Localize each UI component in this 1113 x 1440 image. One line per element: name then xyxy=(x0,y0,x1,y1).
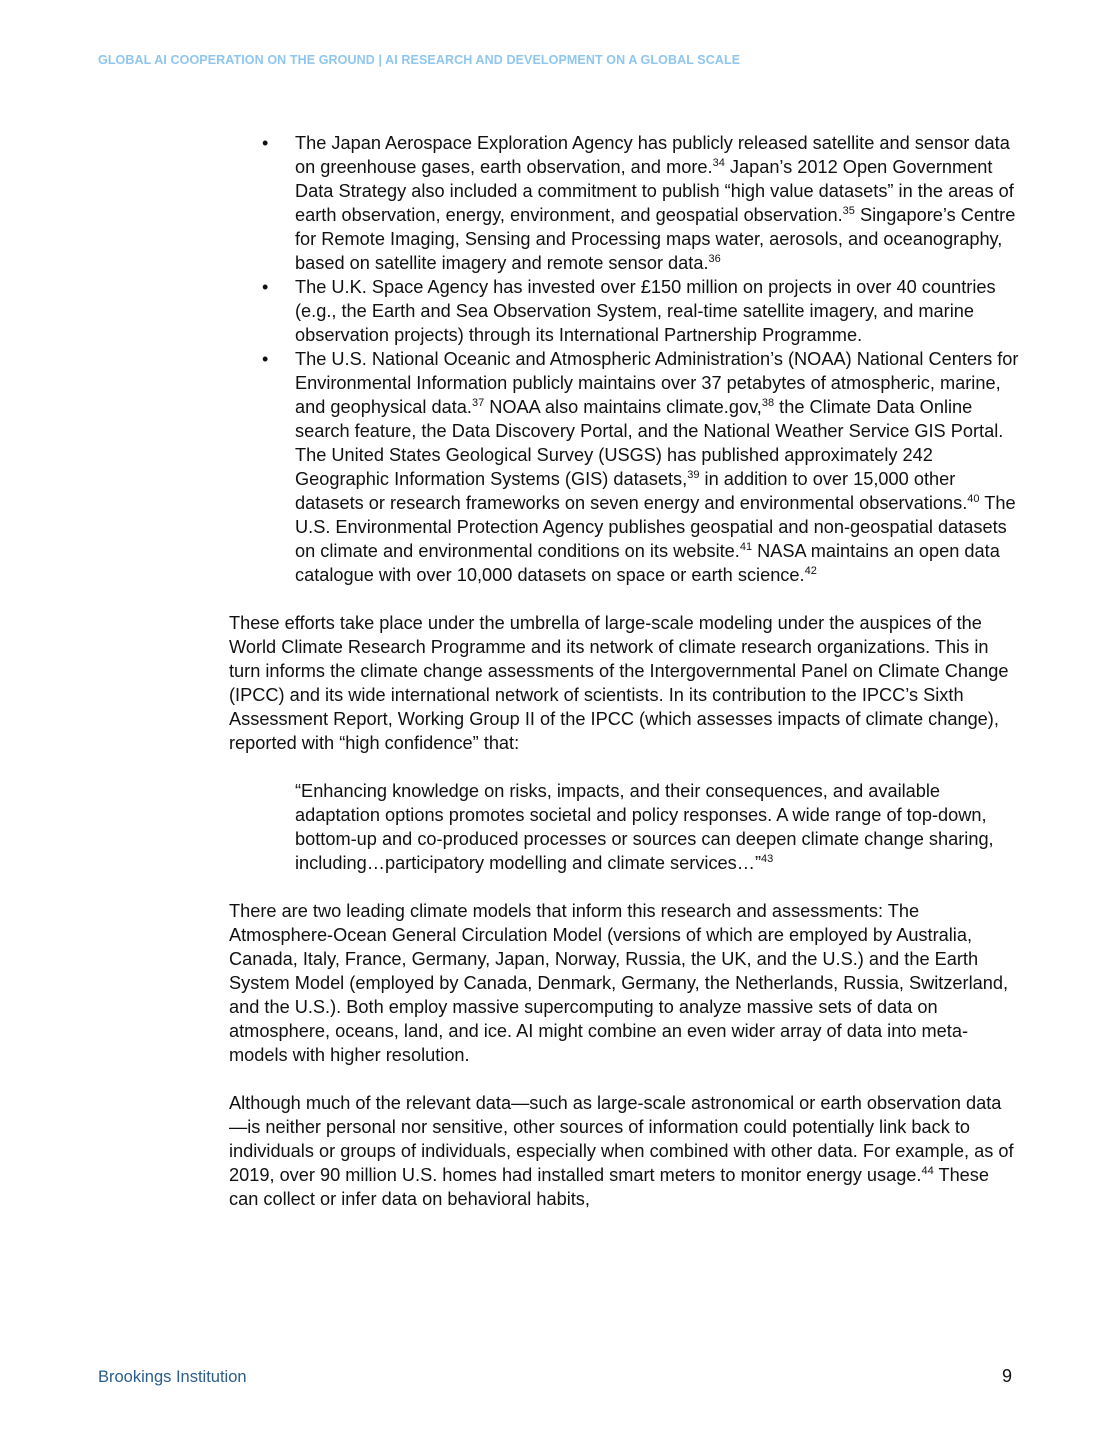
footnote-ref[interactable]: 40 xyxy=(967,493,980,505)
bullet-icon: • xyxy=(262,277,269,297)
running-header: GLOBAL AI COOPERATION ON THE GROUND | AI RESEARCH AND DEVELOPMENT ON A GLOBAL SCALE xyxy=(98,53,741,67)
bullet-icon: • xyxy=(262,349,269,369)
footer-publisher: Brookings Institution xyxy=(98,1368,247,1386)
footnote-ref[interactable]: 36 xyxy=(708,253,721,265)
bullet-item-jaxa xyxy=(229,131,1019,275)
paragraph-privacy: Although much of the relevant data—such as large-scale astronomical or earth observation data—is neither personal nor sensitive, other sources of information could potentially link back to individuals or groups of individuals, especially when combined with other data. For example, as of 2019, over 90 million U.S. homes had installed smart meters to monitor energy usage.$^{44}$ These can collect or infer data on behavioral habits, xyxy=(229,1093,1014,1209)
footnote-ref[interactable]: 34 xyxy=(712,157,725,169)
paragraph-umbrella: These efforts take place under the umbrella of large-scale modeling under the auspices of the World Climate Research Programme and its network of climate research organizations. This in turn informs the climate change assessments of the Intergovernmental Panel on Climate Change (IPCC) and its wide international network of scientists. In its contribution to the IPCC’s Sixth Assessment Report, Working Group II of the IPCC (which assesses impacts of climate change), reported with “high confidence” that: xyxy=(229,613,1009,753)
footnote-ref[interactable]: 44 xyxy=(921,1165,934,1177)
bullet-icon: • xyxy=(262,133,269,153)
bullet-item-noaa xyxy=(229,347,1019,587)
paragraph-climate-models: There are two leading climate models that inform this research and assessments: The Atmosphere-Ocean General Circulation Model (versions of which are employed by Australia, Canada, Italy, France, Germany, Japan, Norway, Russia, the UK, and the U.S.) and the Earth System Model (employed by Canada, Denmark, Germany, the Netherlands, Russia, Switzerland, and the U.S.). Both employ massive supercomputing to analyze massive sets of data on atmosphere, oceans, land, and ice. AI might combine an even wider array of data into meta-models with higher resolution. xyxy=(229,901,1009,1065)
footnote-ref[interactable]: 42 xyxy=(804,565,817,577)
bullet-text: The U.K. Space Agency has invested over £150 million on projects in over 40 countries (e.g., the Earth and Sea Observation System, real-time satellite imagery, and marine observation projects) through its International Partnership Programme. xyxy=(295,277,996,345)
footnote-ref[interactable]: 43 xyxy=(761,853,774,865)
page-body xyxy=(229,131,1019,1211)
footnote-ref[interactable]: 38 xyxy=(761,397,775,409)
footnote-ref[interactable]: 41 xyxy=(739,541,753,553)
bullet-text: The Japan Aerospace Exploration Agency has publicly released satellite and sensor data on greenhouse gases, earth observation, and more.$^{34}$ Japan’s 2012 Open Government Data Strategy also included a commitment to publish “high value datasets” in the areas of earth observation, energy, environment, and geospatial observation.$^{35}$ Singapore’s Centre for Remote Imaging, Sensing and Processing maps water, aerosols, and oceanography, based on satellite imagery and remote sensor data.$^{36}$ xyxy=(295,133,1016,273)
bullet-text: The U.S. National Oceanic and Atmospheric Administration’s (NOAA) National Centers for Environmental Information publicly maintains over 37 petabytes of atmospheric, marine, and geophysical data.$^{37}$ NOAA also maintains climate.gov,$^{38}$ the Climate Data Online search feature, the Data Discovery Portal, and the National Weather Service GIS Portal. The United States Geological Survey (USGS) has published approximately 242 Geographic Information Systems (GIS) datasets,$^{39}$ in addition to over 15,000 other datasets or research frameworks on seven energy and environmental observations.$^{40}$ The U.S. Environmental Protection Agency publishes geospatial and non-geospatial datasets on climate and environmental conditions on its website.$^{41}$ NASA maintains an open data catalogue with over 10,000 datasets on space or earth science.$^{42}$ xyxy=(295,349,1019,585)
page-number: 9 xyxy=(1002,1366,1013,1386)
footnote-ref[interactable]: 35 xyxy=(842,205,855,217)
footnote-ref[interactable]: 37 xyxy=(471,397,485,409)
bullet-list xyxy=(229,131,1019,587)
block-quote-ipcc: “Enhancing knowledge on risks, impacts, and their consequences, and available adaptation options promotes societal and policy responses. A wide range of top-down, bottom-up and co-produced processes or sources can deepen climate change sharing, including…participatory modelling and climate services…”$^{43}$ xyxy=(295,781,994,873)
footnote-ref[interactable]: 39 xyxy=(687,469,700,481)
bullet-item-uk-space-agency xyxy=(229,275,1019,347)
